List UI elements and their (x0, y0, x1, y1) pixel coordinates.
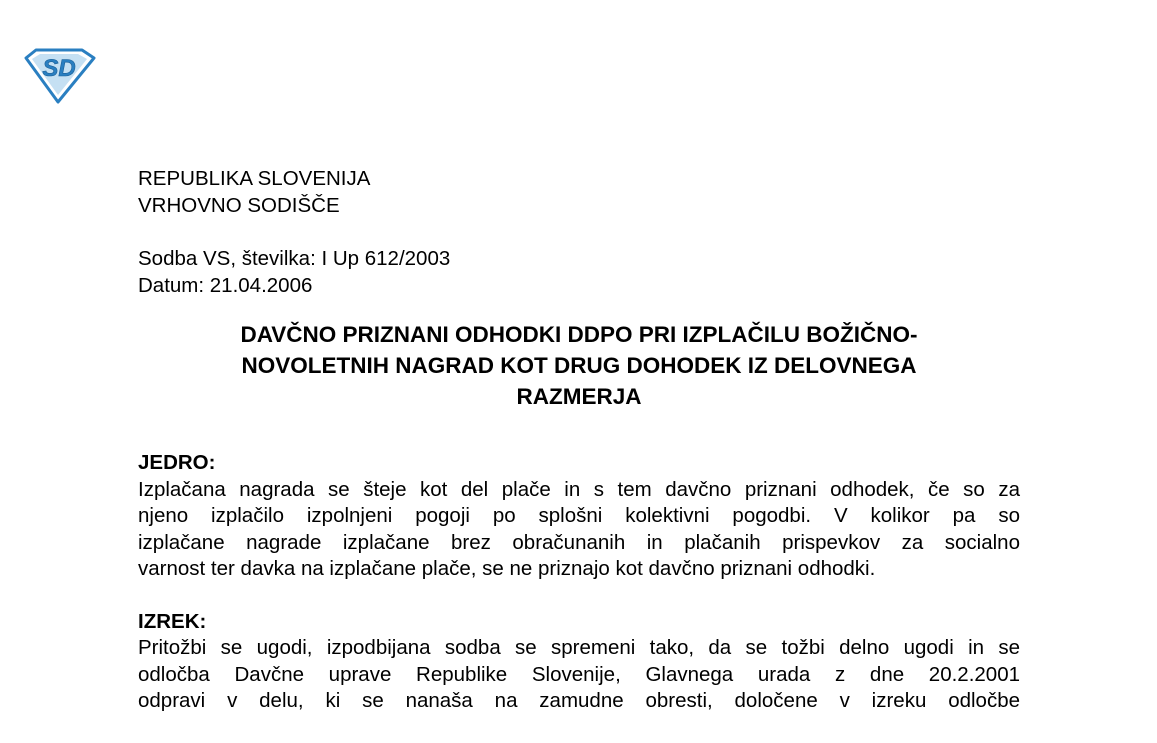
court-header (138, 166, 1020, 219)
logo-text: SD (42, 55, 76, 82)
document-title (138, 319, 1020, 412)
shield-logo-icon (22, 48, 96, 104)
jedro-line: njeno izplačilo izpolnjeni pogoji po splošni kolektivni pogodbi. V kolikor pa so (138, 504, 1020, 527)
case-date: Datum: 21.04.2006 (138, 273, 313, 297)
case-info (138, 246, 1020, 299)
court-logo (22, 48, 96, 104)
jedro-line: Izplačana nagrada se šteje kot del plače in s tem davčno priznani odhodek, če so za (138, 477, 1020, 501)
title-line-3: RAZMERJA (516, 384, 642, 409)
jedro-line: izplačane nagrade izplačane brez obračunanih in plačanih prispevkov za socialno (138, 530, 1020, 554)
jedro-line: varnost ter davka na izplačane plače, se ne priznajo kot davčno priznani odhodki. (138, 557, 876, 580)
jedro-heading: JEDRO: (138, 451, 216, 474)
title-line-2: NOVOLETNIH NAGRAD KOT DRUG DOHODEK IZ DELOVNEGA (241, 353, 917, 378)
izrek-paragraph (138, 635, 1020, 715)
izrek-line: odločba Davčne uprave Republike Slovenije, Glavnega urada z dne 20.2.2001 (138, 662, 1020, 686)
title-line-1: DAVČNO PRIZNANI ODHODKI DDPO PRI IZPLAČILU BOŽIČNO- (240, 322, 918, 347)
izrek-line: Pritožbi se ugodi, izpodbijana sodba se spremeni tako, da se tožbi delno ugodi in se (138, 636, 1020, 659)
izrek-line: odpravi v delu, ki se nanaša na zamudne obresti, določene v izreku odločbe (138, 689, 1020, 712)
case-number: Sodba VS, številka: I Up 612/2003 (138, 247, 451, 270)
izrek-heading: IZREK: (138, 609, 207, 633)
header-court: VRHOVNO SODIŠČE (138, 193, 340, 217)
document-body (138, 166, 1020, 715)
header-republic: REPUBLIKA SLOVENIJA (138, 167, 371, 190)
jedro-paragraph (138, 477, 1020, 583)
